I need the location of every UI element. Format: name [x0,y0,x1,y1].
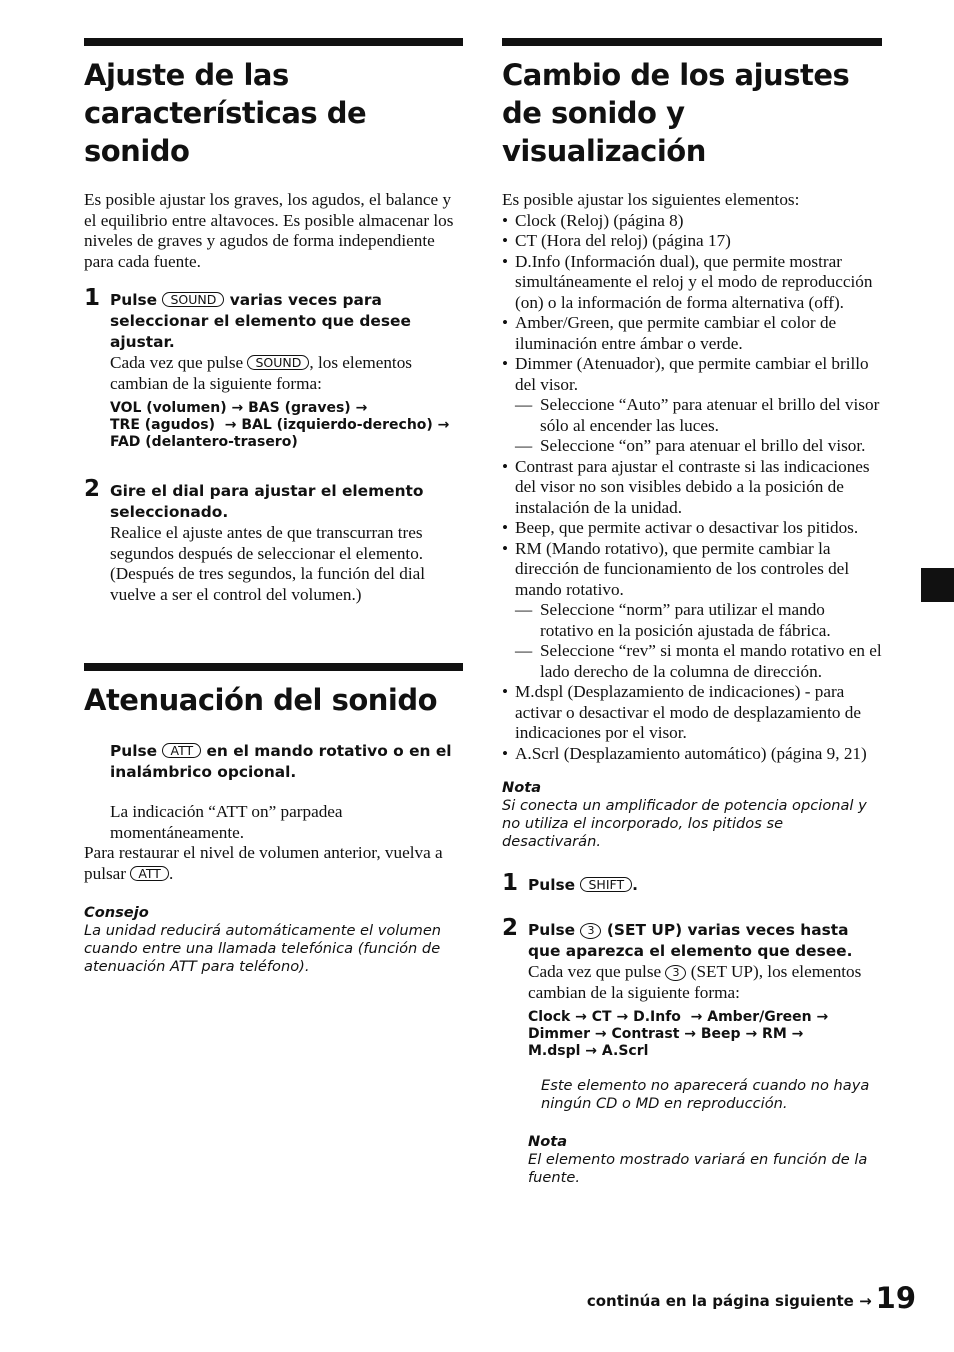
list-item [502,457,882,519]
sub-item-text: Seleccione “Auto” para atenuar el brillo del visor sólo al encender las luces. [540,395,880,435]
note-heading: Nota [528,1133,568,1150]
dash: — [515,395,533,414]
tip-body: La unidad reducirá automáticamente el volumen cuando entre una llamada telefónica (función de atenuación ATT para teléfono). [84,922,442,975]
bullet: • [502,518,509,537]
section-title-sound-adjust: Ajuste de las características de sonido [84,58,367,168]
step-2 [502,915,882,1187]
list-item [502,231,882,252]
note-heading: Nota [502,779,542,796]
sound-key: SOUND [247,355,309,370]
step-body [528,962,882,1003]
list-item-text: M.dspl (Desplazamiento de indicaciones) - para activar o desactivar el modo de desplazamiento de indicaciones por el visor. [515,682,861,742]
section-rule [502,38,882,46]
sound-key: SOUND [162,292,224,307]
step-text: Pulse [528,921,576,939]
tip-heading: Consejo [84,904,149,921]
step-text: . [632,876,638,894]
key-3: 3 [580,923,601,939]
settings-list [502,211,882,765]
step-text: Pulse [528,876,576,894]
note-body: Si conecta un amplificador de potencia opcional y no utiliza el incorporado, los pitidos se desactivarán. [502,797,867,850]
section-intro: Es posible ajustar los graves, los agudos, el balance y el equilibrio entre altavoces. Es posible almacenar los niveles de graves y agudos de forma independiente para cada fuente. [84,190,454,271]
bullet: • [502,456,509,476]
step-body-text: Cada vez que pulse [528,962,662,981]
sequence-line: Clock → CT → D.Info → Amber/Green → [528,1009,829,1025]
att-body: La indicación “ATT on” parpadea momentáneamente. [110,802,343,842]
sub-list-item [515,436,882,457]
sub-item-text: Seleccione “norm” para utilizar el mando rotativo en la posición ajustada de fábrica. [540,600,831,640]
continue-label: continúa en la página siguiente → [586,1292,872,1310]
step-number: 1 [84,285,101,311]
step-title [528,920,882,962]
page-footer [587,1278,916,1318]
sub-item-text: Seleccione “on” para atenuar el brillo del visor. [540,436,866,455]
list-item-text: Beep, que permite activar o desactivar los pitidos. [515,518,859,537]
section-rule [84,663,463,671]
section-title-attenuation: Atenuación del sonido [84,683,438,717]
att-key: ATT [130,866,169,881]
step-body-text: Cada vez que pulse [110,353,244,372]
list-item-text: CT (Hora del reloj) (página 17) [515,231,731,250]
dash: — [515,436,533,455]
list-item [502,539,882,683]
step-2 [84,476,463,605]
list-item [502,744,882,765]
sequence-line: Dimmer → Contrast → Beep → RM → [528,1026,804,1042]
restore-text: Para restaurar el nivel de volumen anterior, vuelva a pulsar [84,843,443,883]
step-body: Realice el ajuste antes de que transcurran tres segundos después de seleccionar el elemento. (Después de tres segundos, la función del dial vuelve a ser el control del volumen.) [110,523,426,604]
step-1 [84,285,463,451]
shift-key: SHIFT [580,877,632,892]
att-key: ATT [162,743,201,758]
list-item [502,252,882,314]
key-3: 3 [665,965,686,981]
list-item [502,682,882,744]
footnote: Este elemento no aparecerá cuando no haya ningún CD o MD en reproducción. [541,1077,870,1112]
bullet: • [502,231,509,250]
bullet: • [502,538,509,558]
step-text: Pulse [110,742,158,760]
bullet: • [502,354,509,373]
step-body [110,353,463,394]
sub-list-item [515,600,882,641]
step-1 [502,870,882,896]
bullet: • [502,743,509,763]
step-text: (SET UP) varias veces hasta que aparezca el elemento que desee. [528,921,853,960]
list-item-text: D.Info (Información dual), que permite mostrar simultáneamente el reloj y el modo de reproducción (on) o la información de forma alternativa (off). [515,251,873,312]
note-body: El elemento mostrado variará en función de la fuente. [528,1151,868,1186]
sub-list-item [515,395,882,436]
sub-list [515,395,882,457]
sub-list-item [515,641,882,682]
step-number: 2 [502,915,519,941]
step-title: Gire el dial para ajustar el elemento seleccionado. [110,482,424,521]
cycle-sequence [528,1009,882,1060]
sequence-line: TRE (agudos) → BAL (izquierdo-derecho) → [110,417,450,433]
step-number: 1 [502,870,519,896]
sequence-line: M.dspl → A.Scrl [528,1043,649,1059]
page-number: 19 [875,1281,916,1315]
section-tab-marker [921,568,954,602]
step-title [110,741,463,783]
cycle-sequence [110,400,463,451]
list-item-text: Amber/Green, que permite cambiar el color de iluminación entre ámbar o verde. [515,313,837,353]
bullet: • [502,682,509,701]
sequence-line: VOL (volumen) → BAS (graves) → [110,400,368,416]
settings-intro: Es posible ajustar los siguientes elementos: [502,190,800,209]
list-item [502,211,882,232]
list-item-text: RM (Mando rotativo), que permite cambiar la dirección de funcionamiento de los controles del mando rotativo. [515,538,850,599]
restore-text: . [168,863,174,883]
step-body-text: (SET UP), los elementos cambian de la siguiente forma: [528,962,862,1002]
att-instruction [84,741,463,843]
sub-item-text: Seleccione “rev” si monta el mando rotativo en el lado derecho de la columna de dirección. [540,641,882,681]
list-item-text: Clock (Reloj) (página 8) [515,210,684,230]
list-item-text: A.Scrl (Desplazamiento automático) (página 9, 21) [515,743,867,763]
right-column [502,38,882,1187]
dash: — [515,600,533,619]
step-body-text: , los elementos cambian de la siguiente forma: [110,353,412,393]
list-item-text: Contrast para ajustar el contraste si las indicaciones del visor no son visibles debido a la posición de instalación de la unidad. [515,456,870,517]
left-column [84,38,463,976]
step-text: varias veces para seleccionar el elemento que desee ajustar. [110,291,411,351]
list-item [502,518,882,539]
dash: — [515,641,533,660]
step-title [110,290,463,353]
sequence-line: FAD (delantero-trasero) [110,434,298,450]
list-item [502,354,882,457]
step-number: 2 [84,476,101,502]
bullet: • [502,313,509,332]
list-item-text: Dimmer (Atenuador), que permite cambiar el brillo del visor. [515,354,869,394]
bullet: • [502,210,509,230]
att-restore [84,843,463,884]
step-text: Pulse [110,291,158,309]
list-item [502,313,882,354]
step-text: en el mando rotativo o en el inalámbrico opcional. [110,742,452,781]
section-rule [84,38,463,46]
bullet: • [502,251,509,271]
section-title-settings: Cambio de los ajustes de sonido y visualización [502,58,850,168]
sub-list [515,600,882,682]
step-title [528,875,882,896]
